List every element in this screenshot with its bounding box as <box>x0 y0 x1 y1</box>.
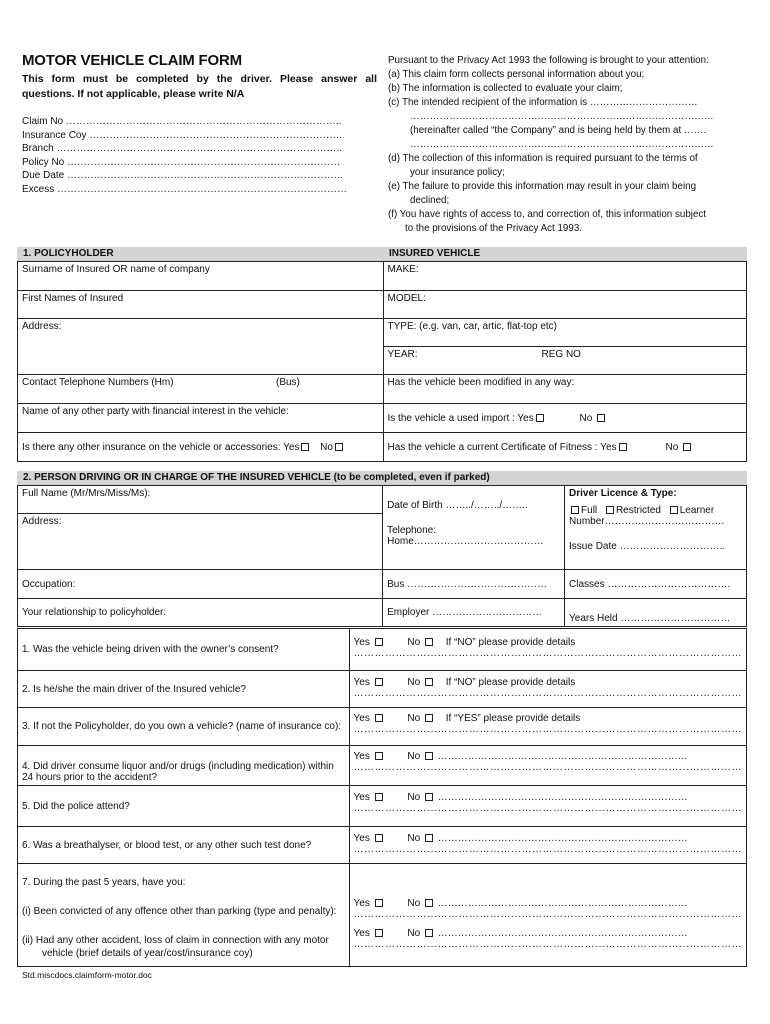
other-party-field[interactable]: Name of any other party with financial interest in the vehicle: <box>18 404 384 433</box>
years-held-field[interactable]: Years Held …………………………… <box>565 599 747 627</box>
question-5: 5. Did the police attend? <box>18 786 350 827</box>
privacy-f: (f) You have rights of access to, and correction of, this information subject <box>388 209 707 220</box>
policyholder-address-field[interactable]: Address: <box>18 319 384 375</box>
question-5-answer: Yes No ………………………………………………………………… ………………………………………………………………………………………………… <box>349 786 747 827</box>
section1-heading-bar <box>17 247 747 261</box>
other-insurance-yes-checkbox[interactable] <box>301 443 309 451</box>
bus-phone-label: (Bus) <box>276 377 300 388</box>
bus-field[interactable]: Bus …………………………………… <box>383 570 565 599</box>
questions-table <box>17 628 747 967</box>
question-7 <box>18 864 350 967</box>
q2-yes-checkbox[interactable] <box>375 678 383 686</box>
privacy-notice <box>388 54 744 236</box>
policy-no-field[interactable]: Policy No ………………………………………………………………………. <box>22 156 340 168</box>
section1-table <box>17 261 747 462</box>
form-title: MOTOR VEHICLE CLAIM FORM <box>22 52 242 69</box>
q4-yes-checkbox[interactable] <box>375 752 383 760</box>
q4-details-line[interactable]: ………………………………………………………………………………………………… <box>353 762 742 773</box>
excess-field[interactable]: Excess …………………………………………………………………………… <box>22 183 348 195</box>
contact-phone-field[interactable]: Contact Telephone Numbers (Hm) (Bus) <box>18 375 384 404</box>
insured-vehicle-heading: INSURED VEHICLE <box>389 248 481 259</box>
used-import-no-checkbox[interactable] <box>597 414 605 422</box>
q7ii-yes-checkbox[interactable] <box>375 929 383 937</box>
year-reg-field[interactable]: YEAR: REG NO <box>383 347 747 375</box>
q6-yes-checkbox[interactable] <box>375 834 383 842</box>
question-2-answer: Yes No If “NO” please provide details ………………………………………………………………………………………………… <box>349 671 747 708</box>
claim-no-field[interactable]: Claim No ……………………………………………………………………….. <box>22 116 342 127</box>
home-phone-field[interactable]: Home………………………………… <box>387 536 544 547</box>
licence-number-field[interactable]: Number……………………………… <box>569 516 725 527</box>
privacy-e-line2: declined; <box>410 195 450 206</box>
section2-table <box>17 485 747 627</box>
q7-ii: (ii) Had any other accident, loss of claim in connection with any motor <box>22 935 329 946</box>
privacy-b: (b) The information is collected to evaluate your claim; <box>388 83 623 94</box>
licence-heading: Driver Licence & Type: <box>569 488 677 499</box>
other-insurance-no-checkbox[interactable] <box>335 443 343 451</box>
question-1-answer: Yes No If “NO” please provide details ………………………………………………………………………………………………… <box>349 629 747 671</box>
q4-no-checkbox[interactable] <box>425 752 433 760</box>
section2-heading-bar <box>17 471 747 485</box>
q5-details-line[interactable]: ………………………………………………………………………………………………… <box>353 803 742 814</box>
q7i-details-line[interactable]: ………………………………………………………………………………………………… <box>353 909 742 920</box>
policyholder-heading: 1. POLICYHOLDER <box>23 248 114 259</box>
driver-address-field[interactable]: Address: <box>18 514 383 570</box>
privacy-a: (a) This claim form collects personal information about you; <box>388 69 645 80</box>
surname-field[interactable]: Surname of Insured OR name of company <box>18 262 384 291</box>
privacy-e: (e) The failure to provide this information may result in your claim being <box>388 181 697 192</box>
q5-yes-checkbox[interactable] <box>375 793 383 801</box>
section2-heading: 2. PERSON DRIVING OR IN CHARGE OF THE INSURED VEHICLE (to be completed, even if parked) <box>23 472 490 483</box>
q3-no-checkbox[interactable] <box>425 714 433 722</box>
due-date-field[interactable]: Due Date ……………………………………………………………………….. <box>22 170 343 181</box>
q7i-no-checkbox[interactable] <box>425 899 433 907</box>
privacy-c-line2[interactable]: ………………………………………………………………………………… <box>410 111 714 122</box>
occupation-field[interactable]: Occupation: <box>18 570 383 599</box>
q7i-details-inline[interactable]: ………………………………………………………………… <box>437 898 688 909</box>
question-6-answer: Yes No ………………………………………………………………… ………………………………………………………………………………………………… <box>349 827 747 864</box>
classes-field[interactable]: Classes ………………………………. <box>565 570 747 599</box>
model-field[interactable]: MODEL: <box>383 291 747 319</box>
q2-no-checkbox[interactable] <box>425 678 433 686</box>
question-7-answer: Yes No ………………………………………………………………… ………………………………………………………………………………………………… Yes No ………………………………………………………………… ………………………………………………………………………………………………… <box>349 864 747 967</box>
q7-i: (i) Been convicted of any offence other than parking (type and penalty): <box>22 906 337 917</box>
q6-no-checkbox[interactable] <box>425 834 433 842</box>
cof-yes-checkbox[interactable] <box>619 443 627 451</box>
q1-details-line[interactable]: ………………………………………………………………………………………………… <box>353 648 742 659</box>
used-import-row: Is the vehicle a used import : Yes No <box>383 404 747 433</box>
footer-filename: Std.miscdocs.claimform-motor.doc <box>22 970 152 980</box>
question-4: 4. Did driver consume liquor and/or drugs (including medication) within 24 hours prior to the accident? <box>18 746 350 786</box>
cof-row: Has the vehicle a current Certificate of Fitness : Yes No <box>383 433 747 462</box>
relationship-field[interactable]: Your relationship to policyholder: <box>18 599 383 627</box>
question-2: 2. Is he/she the main driver of the Insured vehicle? <box>18 671 350 708</box>
reg-no-label: REG NO <box>541 349 581 360</box>
dob-tel-cell <box>383 486 565 570</box>
telephone-label: Telephone: <box>387 525 437 536</box>
licence-restricted-checkbox[interactable] <box>606 506 614 514</box>
privacy-c-line3: (hereinafter called “the Company” and is being held by them at ……. <box>410 125 707 136</box>
privacy-c-line4[interactable]: ………………………………………………………………………………… <box>410 139 714 150</box>
privacy-c: (c) The intended recipient of the information is …………………………… <box>388 97 698 108</box>
q5-no-checkbox[interactable] <box>425 793 433 801</box>
privacy-f-line2: to the provisions of the Privacy Act 1993. <box>405 223 582 234</box>
q1-no-checkbox[interactable] <box>425 638 433 646</box>
q2-details-line[interactable]: ………………………………………………………………………………………………… <box>353 688 742 699</box>
q7ii-details-inline[interactable]: ………………………………………………………………… <box>437 928 688 939</box>
q7-heading: 7. During the past 5 years, have you: <box>22 877 186 888</box>
q3-yes-checkbox[interactable] <box>375 714 383 722</box>
question-1: 1. Was the vehicle being driven with the owner’s consent? <box>18 629 350 671</box>
q7ii-details-line[interactable]: ………………………………………………………………………………………………… <box>353 939 742 950</box>
cof-no-checkbox[interactable] <box>683 443 691 451</box>
licence-learner-checkbox[interactable] <box>670 506 678 514</box>
q5-details-inline[interactable]: ………………………………………………………………… <box>437 792 688 803</box>
question-4-answer: Yes No ………………………………………………………………… ………………………………………………………………………………………………… <box>349 746 747 786</box>
type-field[interactable]: TYPE: (e.g. van, car, artic, flat-top etc) <box>383 319 747 347</box>
privacy-d: (d) The collection of this information is required pursuant to the terms of <box>388 153 698 164</box>
q6-details-inline[interactable]: ………………………………………………………………… <box>437 833 688 844</box>
privacy-d-line2: your insurance policy; <box>410 167 505 178</box>
licence-cell: Driver Licence & Type: Full Restricted Learner Number……………………………… Issue Date ………………………….. <box>565 486 747 570</box>
licence-full-checkbox[interactable] <box>571 506 579 514</box>
q6-details-line[interactable]: ………………………………………………………………………………………………… <box>353 844 742 855</box>
q1-yes-checkbox[interactable] <box>375 638 383 646</box>
other-insurance-row: Is there any other insurance on the vehicle or accessories: Yes No <box>18 433 384 462</box>
question-6: 6. Was a breathalyser, or blood test, or any other such test done? <box>18 827 350 864</box>
q7ii-no-checkbox[interactable] <box>425 929 433 937</box>
q3-details-line[interactable]: ………………………………………………………………………………………………… <box>353 724 742 735</box>
branch-field[interactable]: Branch ………………………………………………………………………….. <box>22 143 343 154</box>
first-names-field[interactable]: First Names of Insured <box>18 291 384 319</box>
insurance-coy-field[interactable]: Insurance Coy …………………………………………………………………. <box>22 129 343 141</box>
modified-field[interactable]: Has the vehicle been modified in any way: <box>383 375 747 404</box>
q7-ii-line2: vehicle (brief details of year/cost/insurance coy) <box>42 948 253 959</box>
privacy-intro: Pursuant to the Privacy Act 1993 the following is brought to your attention: <box>388 55 709 66</box>
full-name-field[interactable]: Full Name (Mr/Mrs/Miss/Ms): <box>18 486 383 514</box>
q7i-yes-checkbox[interactable] <box>375 899 383 907</box>
question-3-answer: Yes No If “YES” please provide details ………………………………………………………………………………………………… <box>349 708 747 746</box>
form-instructions: This form must be completed by the driver. Please answer all questions. If not applicable, please write N/A <box>22 73 377 100</box>
issue-date-field[interactable]: Issue Date ………………………….. <box>569 541 726 552</box>
employer-field[interactable]: Employer …………………………… <box>383 599 565 627</box>
q4-details-inline[interactable]: ………………………………………………………………… <box>437 751 688 762</box>
dob-field[interactable]: Date of Birth ……../……../…….. <box>387 500 528 511</box>
make-field[interactable]: MAKE: <box>383 262 747 291</box>
question-3: 3. If not the Policyholder, do you own a vehicle? (name of insurance co): <box>18 708 350 746</box>
reference-fields <box>22 115 367 196</box>
used-import-yes-checkbox[interactable] <box>536 414 544 422</box>
